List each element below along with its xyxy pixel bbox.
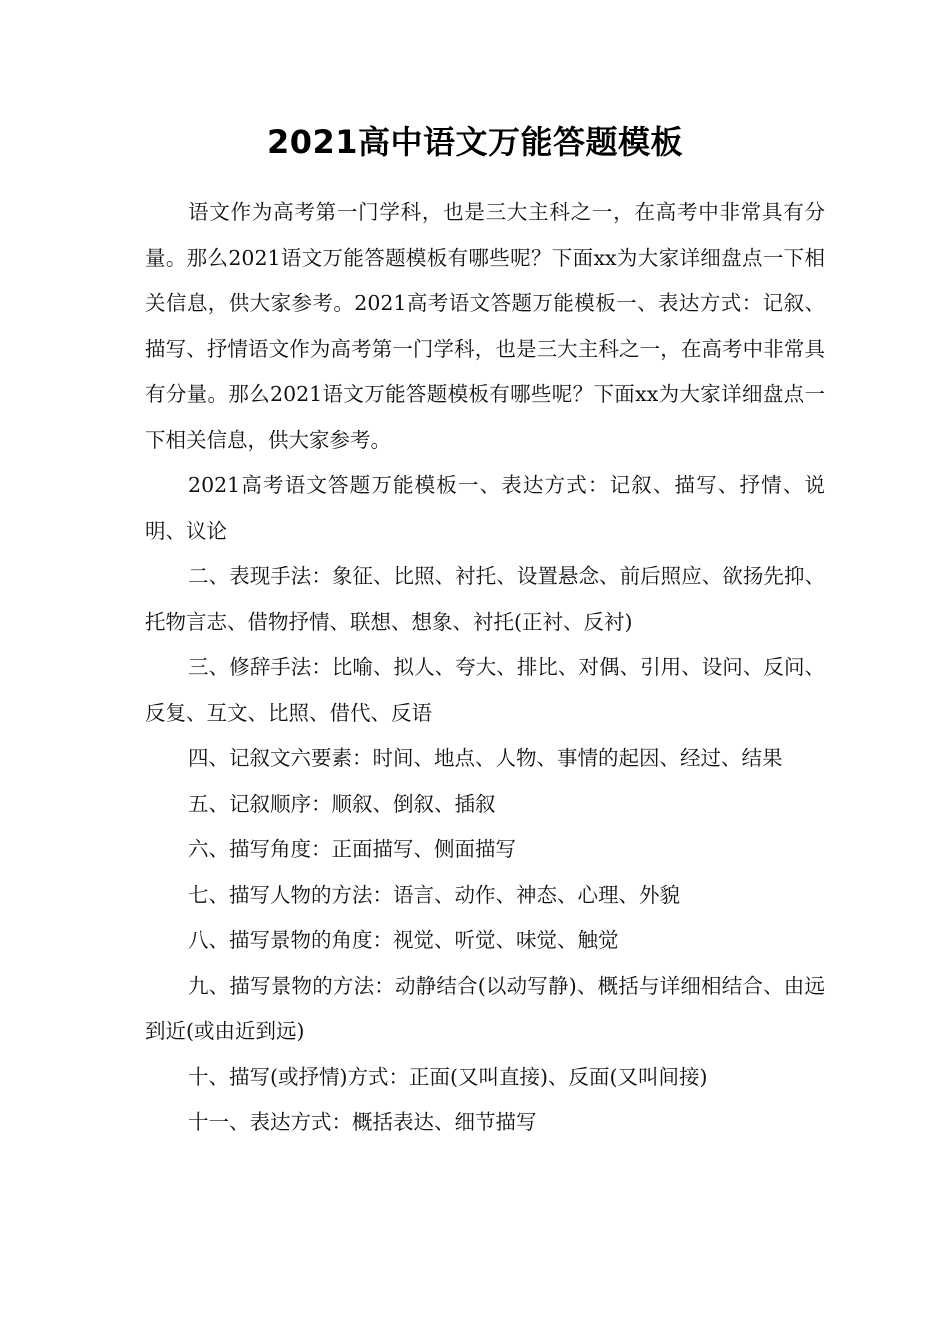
paragraph-description-modes: 十、描写(或抒情)方式：正面(又叫直接)、反面(又叫间接) (188, 1064, 708, 1089)
paragraph-intro: 语文作为高考第一门学科，也是三大主科之一，在高考中非常具有分量。那么2021语文万能答题模板有哪些呢？下面xx为大家详细盘点一下相关信息，供大家参考。2021高考语文答题万能模板一、表达方式：记叙、描写、抒情语文作为高考第一门学科，也是三大主科之一，在高考中非常具有分量。那么2021语文万能答题模板有哪些呢？下面xx为大家详细盘点一下相关信息，供大家参考。 (145, 200, 825, 452)
paragraph-narrative-elements: 四、记叙文六要素：时间、地点、人物、事情的起因、经过、结果 (188, 746, 783, 770)
document-body (145, 190, 825, 1146)
paragraph-scenery-methods: 九、描写景物的方法：动静结合(以动写静)、概括与详细相结合、由远到近(或由近到远) (145, 973, 825, 1043)
paragraph-expression-methods: 2021高考语文答题万能模板一、表达方式：记叙、描写、抒情、说明、议论 (145, 473, 825, 543)
paragraph-narrative-order: 五、记叙顺序：顺叙、倒叙、插叙 (188, 791, 496, 816)
paragraph-techniques: 二、表现手法：象征、比照、衬托、设置悬念、前后照应、欲扬先抑、托物言志、借物抒情、联想、想象、衬托(正衬、反衬) (145, 564, 825, 634)
paragraph-expression-modes: 十一、表达方式：概括表达、细节描写 (188, 1110, 537, 1134)
paragraph-description-angle: 六、描写角度：正面描写、侧面描写 (188, 837, 517, 861)
document-title: 2021高中语文万能答题模板 (266, 123, 684, 161)
paragraph-scenery-angles: 八、描写景物的角度：视觉、听觉、味觉、触觉 (188, 928, 619, 952)
paragraph-rhetoric: 三、修辞手法：比喻、拟人、夸大、排比、对偶、引用、设问、反问、反复、互文、比照、借代、反语 (145, 655, 825, 725)
paragraph-character-methods: 七、描写人物的方法：语言、动作、神态、心理、外貌 (188, 882, 681, 907)
